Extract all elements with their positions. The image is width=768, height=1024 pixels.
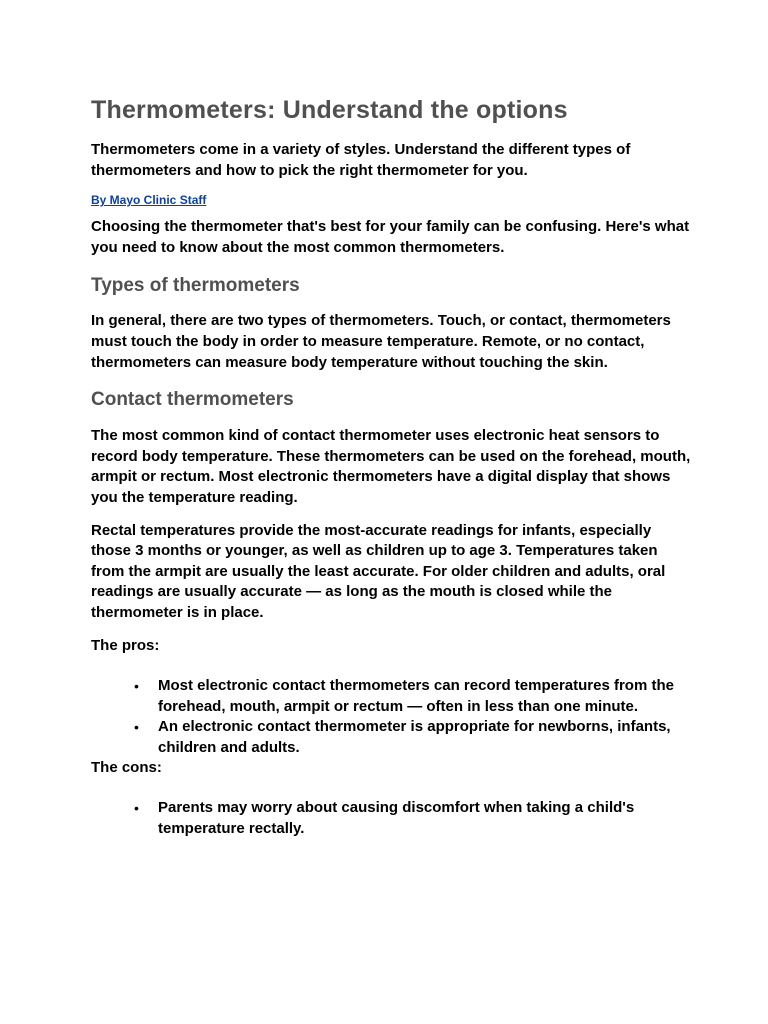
list-item-text: Parents may worry about causing discomfort when taking a child's temperature rectally. xyxy=(158,799,635,837)
bullet-icon: • xyxy=(134,719,139,736)
page-title: Thermometers: Understand the options xyxy=(91,96,568,124)
list-item xyxy=(91,798,691,839)
cons-label: The cons: xyxy=(91,759,162,777)
types-paragraph: In general, there are two types of thermometers. Touch, or contact, thermometers must touch the body in order to measure temperature. Remote, or no contact, thermometers can measure body temperature without touching the skin. xyxy=(91,312,671,371)
bullet-icon: • xyxy=(134,800,139,817)
pros-label: The pros: xyxy=(91,636,160,654)
lead-paragraph: Thermometers come in a variety of styles. Understand the different types of thermometers and how to pick the right thermometer for you. xyxy=(91,141,631,179)
rectal-paragraph: Rectal temperatures provide the most-accurate readings for infants, especially those 3 months or younger, as well as children up to age 3. Temperatures taken from the armpit are usually the least accurate. For older children and adults, oral readings are usually accurate — as long as the mouth is closed while the thermometer is in place. xyxy=(91,521,666,621)
list-item-text: An electronic contact thermometer is appropriate for newborns, infants, children and adults. xyxy=(158,718,671,756)
list-item xyxy=(91,717,691,758)
list-item xyxy=(91,676,691,717)
contact-paragraph: The most common kind of contact thermometer uses electronic heat sensors to record body temperature. These thermometers can be used on the forehead, mouth, armpit or rectum. Most electronic thermometers have a digital display that shows you the temperature reading. xyxy=(91,427,691,506)
author-link[interactable]: By Mayo Clinic Staff xyxy=(91,193,207,208)
pros-list xyxy=(91,676,691,758)
intro-paragraph: Choosing the thermometer that's best for your family can be confusing. Here's what you need to know about the most common thermometers. xyxy=(91,218,690,256)
list-item-text: Most electronic contact thermometers can record temperatures from the forehead, mouth, armpit or rectum — often in less than one minute. xyxy=(158,677,674,715)
cons-list xyxy=(91,798,691,839)
byline xyxy=(91,192,691,208)
bullet-icon: • xyxy=(134,678,139,695)
document-page xyxy=(91,92,691,839)
section-heading-contact: Contact thermometers xyxy=(91,389,294,411)
section-heading-types: Types of thermometers xyxy=(91,275,300,297)
